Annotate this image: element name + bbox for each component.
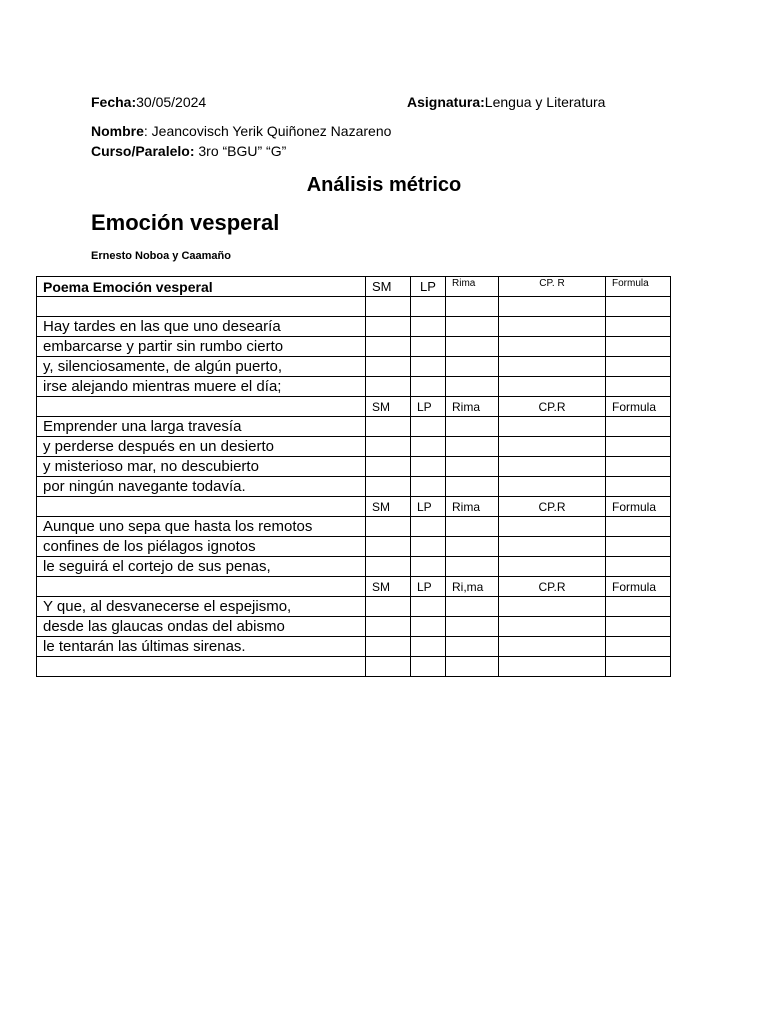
label-rima: Rima	[446, 397, 499, 417]
table-row	[37, 417, 671, 437]
verse-line: Aunque uno sepa que hasta los remotos	[37, 517, 366, 537]
course-value: 3ro “BGU” “G”	[194, 143, 287, 159]
verse-line: le seguirá el cortejo de sus penas,	[37, 557, 366, 577]
metric-analysis-table	[36, 276, 671, 677]
table-row	[37, 437, 671, 457]
verse-line: confines de los piélagos ignotos	[37, 537, 366, 557]
poem-author: Ernesto Noboa y Caamaño	[91, 250, 231, 262]
label-lp: LP	[411, 397, 446, 417]
verse-line: y misterioso mar, no descubierto	[37, 457, 366, 477]
course-label: Curso/Paralelo:	[91, 143, 195, 159]
table-row	[37, 357, 671, 377]
table-row	[37, 457, 671, 477]
table-row	[37, 517, 671, 537]
label-row	[37, 497, 671, 517]
name-line	[91, 123, 391, 140]
label-rima: Rima	[446, 497, 499, 517]
subject-label: Asignatura:	[407, 94, 485, 110]
verse-line: embarcarse y partir sin rumbo cierto	[37, 337, 366, 357]
table-row	[37, 617, 671, 637]
verse-line: irse alejando mientras muere el día;	[37, 377, 366, 397]
table-header-lp: LP	[411, 277, 446, 297]
verse-line: Emprender una larga travesía	[37, 417, 366, 437]
table-row	[37, 637, 671, 657]
table-header-poem: Poema Emoción vesperal	[37, 277, 366, 297]
label-formula: Formula	[606, 397, 671, 417]
verse-line: por ningún navegante todavía.	[37, 477, 366, 497]
subject-value: Lengua y Literatura	[484, 94, 606, 110]
table-row-empty	[37, 657, 671, 677]
name-value: : Jeancovisch Yerik Quiñonez Nazareno	[143, 123, 392, 139]
table-row	[37, 537, 671, 557]
poem-title: Emoción vesperal	[91, 210, 280, 235]
date-line	[91, 94, 206, 111]
verse-line: le tentarán las últimas sirenas.	[37, 637, 366, 657]
label-formula: Formula	[606, 577, 671, 597]
table-header-formula: Formula	[606, 277, 671, 297]
label-cpr: CP.R	[499, 577, 606, 597]
table-row	[37, 597, 671, 617]
table-row-empty	[37, 297, 671, 317]
label-row	[37, 397, 671, 417]
label-lp: LP	[411, 577, 446, 597]
document-title: Análisis métrico	[306, 174, 462, 196]
table-row	[37, 317, 671, 337]
label-sm: SM	[366, 397, 411, 417]
table-header-row	[37, 277, 671, 297]
date-label: Fecha:	[91, 94, 137, 110]
label-formula: Formula	[606, 497, 671, 517]
date-value: 30/05/2024	[136, 94, 207, 110]
label-lp: LP	[411, 497, 446, 517]
name-label: Nombre	[91, 123, 144, 139]
table-header-cpr: CP. R	[499, 277, 606, 297]
table-row	[37, 377, 671, 397]
label-sm: SM	[366, 577, 411, 597]
verse-line: Y que, al desvanecerse el espejismo,	[37, 597, 366, 617]
table-row	[37, 557, 671, 577]
table-header-rima: Rima	[446, 277, 499, 297]
label-cpr: CP.R	[499, 397, 606, 417]
label-rima: Ri,ma	[446, 577, 499, 597]
label-row	[37, 577, 671, 597]
label-sm: SM	[366, 497, 411, 517]
label-cpr: CP.R	[499, 497, 606, 517]
verse-line: desde las glaucas ondas del abismo	[37, 617, 366, 637]
table-row	[37, 477, 671, 497]
table-row	[37, 337, 671, 357]
table-header-sm: SM	[366, 277, 411, 297]
verse-line: y perderse después en un desierto	[37, 437, 366, 457]
verse-line: y, silenciosamente, de algún puerto,	[37, 357, 366, 377]
subject-line	[407, 94, 605, 111]
course-line	[91, 143, 286, 160]
verse-line: Hay tardes en las que uno desearía	[37, 317, 366, 337]
